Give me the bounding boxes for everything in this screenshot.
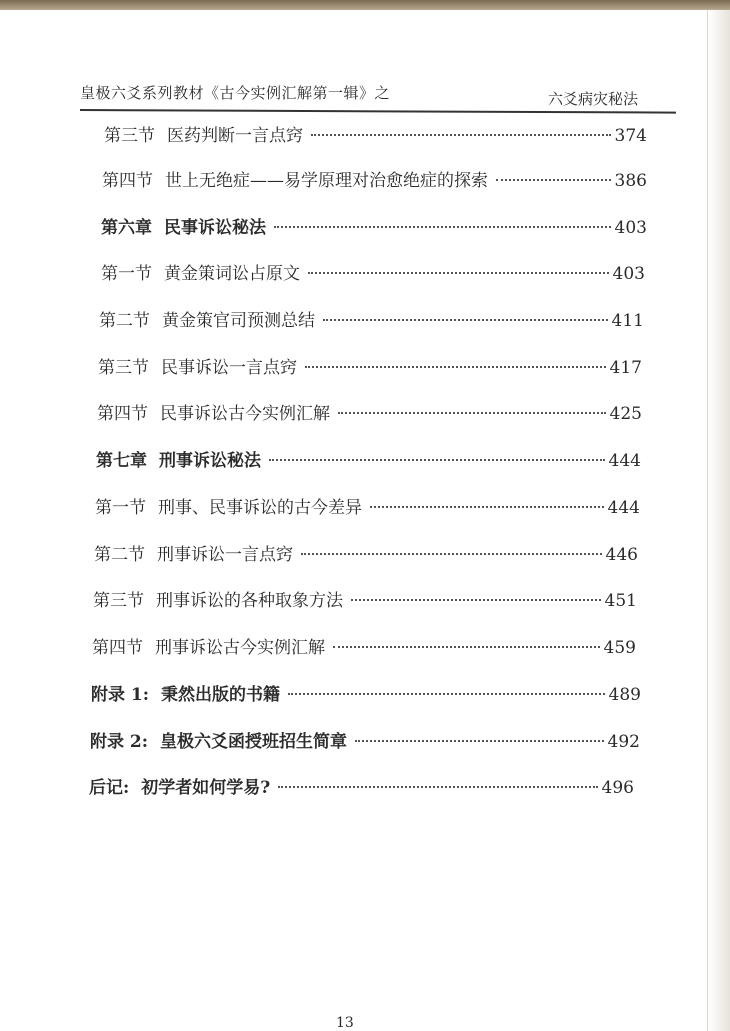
toc-leader-dots <box>269 459 605 461</box>
toc-entry-number: 第三节 <box>93 591 144 611</box>
toc-entry[interactable] <box>97 399 642 429</box>
toc-entry-label <box>101 259 300 284</box>
toc-entry-title: 刑事诉讼秘法 <box>159 451 261 471</box>
toc-entry-title: 刑事诉讼的各种取象方法 <box>156 591 343 611</box>
toc-entry-number: 第二节 <box>99 311 150 331</box>
toc-entry[interactable] <box>91 680 641 710</box>
toc-entry-page: 403 <box>614 218 647 238</box>
toc-entry[interactable] <box>90 727 640 757</box>
toc-entry-page: 459 <box>603 638 636 658</box>
toc-entry-label <box>93 586 343 611</box>
toc-entry-number: 附录 2: <box>90 732 149 752</box>
toc-entry-number: 后记: <box>89 778 130 798</box>
toc-entry-number: 第一节 <box>95 498 146 518</box>
toc-entry-page: 451 <box>604 591 637 611</box>
toc-entry[interactable] <box>99 306 644 336</box>
toc-entry[interactable] <box>101 259 645 289</box>
toc-leader-dots <box>323 319 608 321</box>
toc-entry-page: 411 <box>611 311 644 331</box>
toc-entry-title: 民事诉讼一言点窍 <box>161 358 297 378</box>
toc-entry-title: 黄金策词讼占原文 <box>164 264 300 284</box>
toc-leader-dots <box>370 506 604 508</box>
toc-entry-label <box>89 773 270 798</box>
toc-entry[interactable] <box>101 213 647 243</box>
toc-entry[interactable] <box>92 633 636 663</box>
toc-leader-dots <box>496 179 611 181</box>
toc-entry-page: 496 <box>601 778 634 798</box>
toc-entry-label <box>98 353 297 378</box>
toc-entry-page: 403 <box>612 264 645 284</box>
toc-entry-title: 刑事、民事诉讼的古今差异 <box>158 498 362 518</box>
toc-entry-label <box>99 306 315 331</box>
toc-leader-dots <box>308 272 609 274</box>
toc-entry-number: 第三节 <box>98 358 149 378</box>
toc-entry-label <box>94 540 293 565</box>
toc-entry-number: 第一节 <box>101 264 152 284</box>
toc-entry-page: 374 <box>614 126 647 146</box>
toc-entry[interactable] <box>93 586 637 616</box>
toc-leader-dots <box>355 740 604 742</box>
toc-entry-label <box>104 121 303 146</box>
book-title: 六爻病灾秘法 <box>547 90 638 108</box>
page-number: 13 <box>336 1015 354 1031</box>
toc-entry-page: 444 <box>608 451 641 471</box>
toc-entry-number: 第六章 <box>101 218 152 238</box>
toc-entry[interactable] <box>95 493 640 523</box>
toc-leader-dots <box>301 553 602 555</box>
toc-entry-number: 第四节 <box>102 171 153 191</box>
toc-entry-number: 第四节 <box>97 404 148 424</box>
toc-entry-label <box>96 446 261 471</box>
toc-leader-dots <box>351 599 601 601</box>
toc-entry-title: 刑事诉讼古今实例汇解 <box>155 638 325 658</box>
toc-entry-title: 医药判断一言点窍 <box>167 126 303 146</box>
toc-entry-title: 黄金策官司预测总结 <box>162 311 315 331</box>
toc-entry-page: 492 <box>607 732 640 752</box>
toc-leader-dots <box>333 646 600 648</box>
toc-entry-page: 417 <box>609 358 642 378</box>
toc-entry-title: 秉然出版的书籍 <box>161 685 281 705</box>
toc-entry-label <box>95 493 362 518</box>
toc-entry[interactable] <box>89 773 634 803</box>
toc-entry-title: 民事诉讼秘法 <box>164 218 266 238</box>
toc-leader-dots <box>311 134 611 136</box>
toc-entry-title: 世上无绝症——易学原理对治愈绝症的探索 <box>165 171 488 191</box>
toc-entry-title: 民事诉讼古今实例汇解 <box>160 404 330 424</box>
toc-entry-number: 附录 1: <box>91 685 150 705</box>
toc-leader-dots <box>338 412 606 414</box>
toc-entry-number: 第三节 <box>104 126 155 146</box>
toc-entry-title: 皇极六爻函授班招生简章 <box>160 732 348 752</box>
toc-entry[interactable] <box>96 446 641 476</box>
toc-entry[interactable] <box>102 166 647 196</box>
toc-entry-label <box>90 727 347 752</box>
toc-entry-label <box>97 399 330 424</box>
toc-entry-label <box>92 633 325 658</box>
toc-entry[interactable] <box>104 121 647 151</box>
toc-entry-label <box>91 680 280 705</box>
toc-entry-label <box>101 213 266 238</box>
toc-entry-page: 444 <box>607 498 640 518</box>
toc-entry-number: 第七章 <box>96 451 147 471</box>
toc-leader-dots <box>274 226 611 228</box>
toc-leader-dots <box>288 693 605 695</box>
toc-entry-label <box>102 166 488 191</box>
toc-entry-page: 386 <box>614 171 647 191</box>
toc-entry-page: 425 <box>609 404 642 424</box>
toc-entry-page: 446 <box>605 545 638 565</box>
toc-entry-number: 第四节 <box>92 638 143 658</box>
toc-entry-number: 第二节 <box>94 545 145 565</box>
toc-entry-page: 489 <box>608 685 641 705</box>
toc-entry-title: 刑事诉讼一言点窍 <box>157 545 293 565</box>
toc-leader-dots <box>278 786 597 788</box>
toc-leader-dots <box>305 366 606 368</box>
toc-entry-title: 初学者如何学易? <box>141 778 271 798</box>
toc-entry[interactable] <box>94 540 638 570</box>
series-title: 皇极六爻系列教材《古今实例汇解第一辑》之 <box>80 84 391 102</box>
toc-entry[interactable] <box>98 353 642 383</box>
